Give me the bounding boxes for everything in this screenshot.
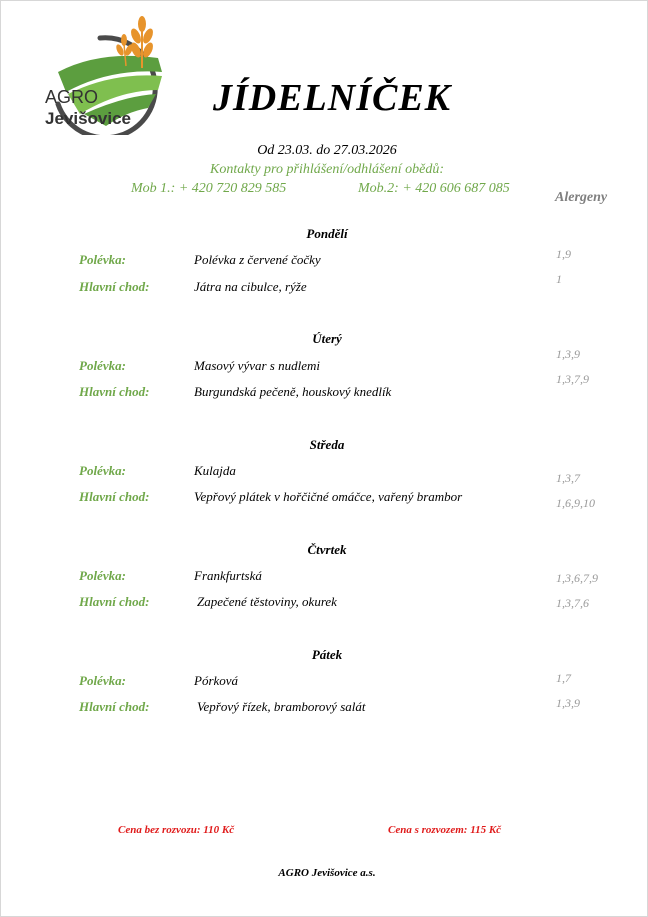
soup-allergens: 1,3,7 bbox=[556, 471, 580, 485]
soup-dish: Frankfurtská bbox=[194, 568, 262, 583]
logo-text-agro: AGRO bbox=[45, 87, 99, 107]
soup-label: Polévka: bbox=[79, 358, 126, 373]
soup-dish: Polévka z červené čočky bbox=[194, 252, 321, 267]
soup-label: Polévka: bbox=[79, 673, 126, 688]
soup-allergens: 1,3,6,7,9 bbox=[556, 571, 598, 585]
date-range: Od 23.03. do 27.03.2026 bbox=[257, 143, 397, 158]
main-dish: Burgundská pečeně, houskový knedlík bbox=[194, 384, 392, 399]
page-title: JÍDELNÍČEK bbox=[212, 77, 452, 119]
day-heading-wednesday: Středa bbox=[309, 437, 345, 452]
main-allergens: 1 bbox=[556, 272, 562, 286]
soup-dish: Kulajda bbox=[194, 463, 236, 478]
phone-mob1: Mob 1.: + 420 720 829 585 bbox=[131, 181, 287, 196]
main-label: Hlavní chod: bbox=[79, 594, 150, 609]
soup-label: Polévka: bbox=[79, 252, 126, 267]
main-label: Hlavní chod: bbox=[79, 279, 150, 294]
soup-allergens: 1,9 bbox=[556, 247, 571, 261]
soup-label: Polévka: bbox=[79, 568, 126, 583]
day-heading-friday: Pátek bbox=[311, 647, 343, 662]
allergens-header: Alergeny bbox=[555, 190, 608, 205]
soup-dish: Masový vývar s nudlemi bbox=[194, 358, 320, 373]
main-allergens: 1,3,9 bbox=[556, 696, 580, 710]
soup-allergens: 1,3,9 bbox=[556, 347, 580, 361]
main-dish: Zapečené těstoviny, okurek bbox=[197, 594, 337, 609]
footer-company: AGRO Jevišovice a.s. bbox=[278, 867, 376, 879]
day-heading-thursday: Čtvrtek bbox=[307, 542, 347, 557]
main-label: Hlavní chod: bbox=[79, 699, 150, 714]
main-dish: Játra na cibulce, rýže bbox=[194, 279, 307, 294]
phone-mob2: Mob.2: + 420 606 687 085 bbox=[358, 181, 510, 196]
day-heading-monday: Pondělí bbox=[306, 226, 348, 241]
main-dish: Vepřový plátek v hořčičné omáčce, vařený brambor bbox=[194, 489, 463, 504]
main-dish: Vepřový řízek, bramborový salát bbox=[197, 699, 366, 714]
soup-dish: Pórková bbox=[194, 673, 239, 688]
price-with-delivery: Cena s rozvozem: 115 Kč bbox=[388, 824, 502, 836]
main-label: Hlavní chod: bbox=[79, 384, 150, 399]
main-label: Hlavní chod: bbox=[79, 489, 150, 504]
main-allergens: 1,3,7,9 bbox=[556, 372, 589, 386]
soup-label: Polévka: bbox=[79, 463, 126, 478]
soup-allergens: 1,7 bbox=[556, 671, 571, 685]
main-allergens: 1,6,9,10 bbox=[556, 496, 595, 510]
main-allergens: 1,3,7,6 bbox=[556, 596, 589, 610]
price-without-delivery: Cena bez rozvozu: 110 Kč bbox=[118, 824, 235, 836]
day-heading-tuesday: Úterý bbox=[312, 331, 342, 346]
logo-text-town: Jevišovice bbox=[45, 109, 132, 128]
contacts-label: Kontakty pro přihlášení/odhlášení obědů: bbox=[210, 162, 444, 177]
